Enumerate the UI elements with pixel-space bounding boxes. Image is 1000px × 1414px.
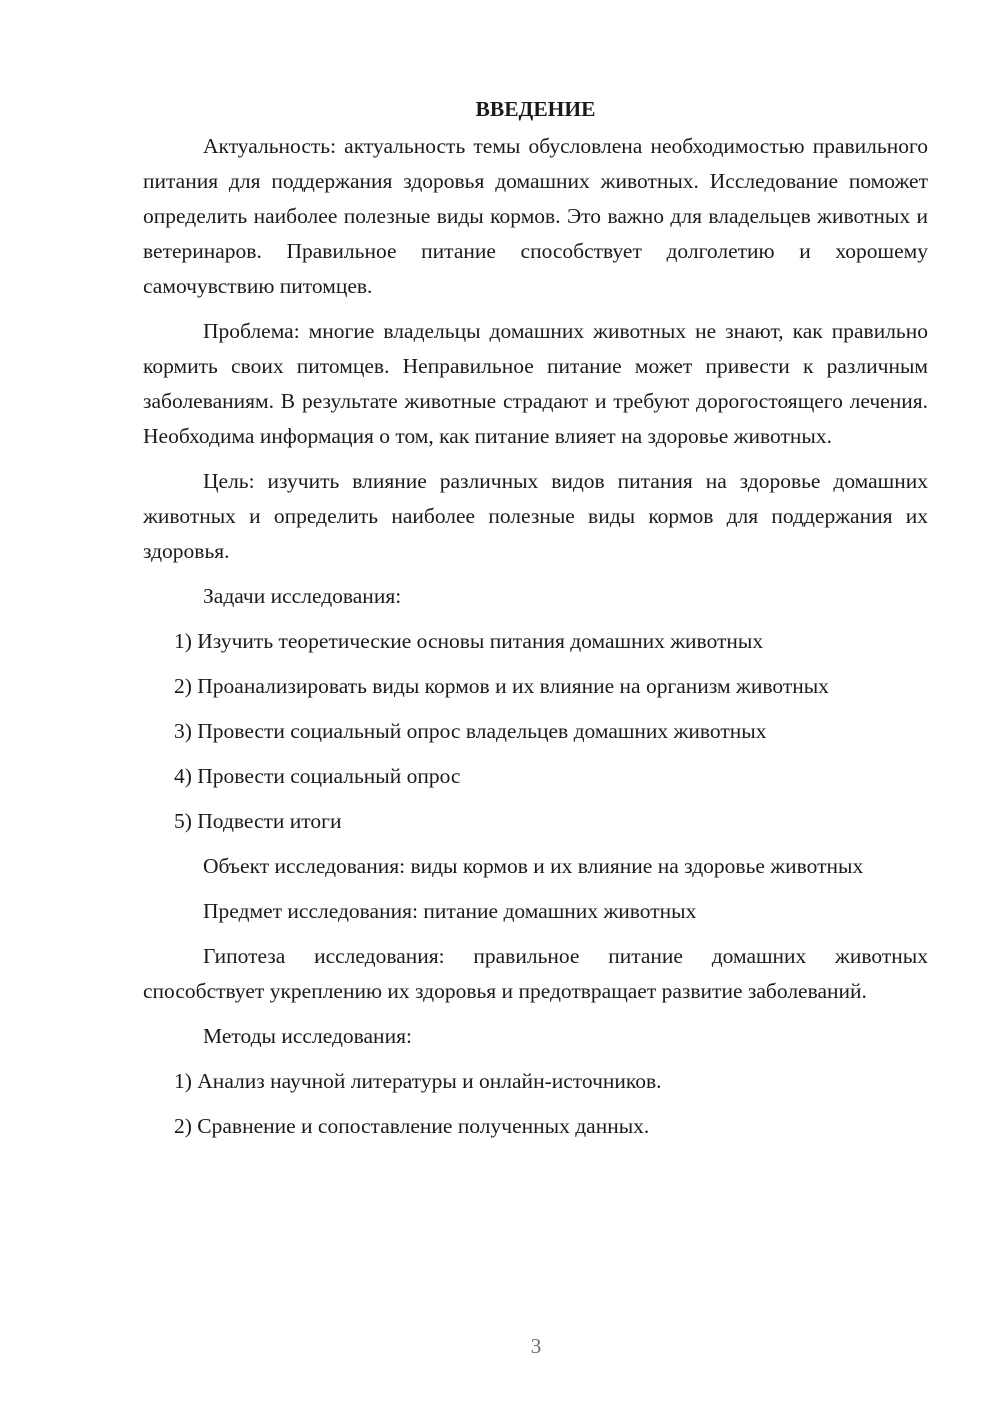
- tasks-heading: Задачи исследования:: [203, 584, 402, 608]
- section-title: ВВЕДЕНИЕ: [475, 97, 596, 121]
- object-paragraph: Объект исследования: виды кормов и их влияние на здоровье животных: [203, 854, 864, 878]
- hypothesis-paragraph: Гипотеза исследования: правильное питание домашних животных способствует укреплению их здоровья и предотвращает развитие заболеваний.: [143, 944, 928, 1003]
- methods-heading: Методы исследования:: [203, 1024, 412, 1048]
- page-content: [143, 92, 928, 1154]
- subject-paragraph: Предмет исследования: питание домашних животных: [203, 899, 697, 923]
- task-item-4: 4) Провести социальный опрос: [174, 764, 461, 788]
- relevance-paragraph: Актуальность: актуальность темы обусловлена необходимостью правильного питания для поддержания здоровья домашних животных. Исследование поможет определить наиболее полезные виды кормов. Это важно для владельцев животных и ветеринаров. Правильное питание способствует долголетию и хорошему самочувствию питомцев.: [143, 134, 928, 298]
- method-item-1: 1) Анализ научной литературы и онлайн-источников.: [174, 1069, 662, 1093]
- page-number: 3: [530, 1334, 542, 1358]
- problem-paragraph: Проблема: многие владельцы домашних животных не знают, как правильно кормить своих питомцев. Неправильное питание может привести к различным заболеваниям. В результате животные страдают и требуют дорогостоящего лечения. Необходима информация о том, как питание влияет на здоровье животных.: [143, 319, 928, 448]
- task-item-2: 2) Проанализировать виды кормов и их влияние на организм животных: [174, 674, 829, 698]
- task-item-3: 3) Провести социальный опрос владельцев домашних животных: [174, 719, 767, 743]
- task-item-5: 5) Подвести итоги: [174, 809, 342, 833]
- task-item-1: 1) Изучить теоретические основы питания домашних животных: [174, 629, 764, 653]
- method-item-2: 2) Сравнение и сопоставление полученных данных.: [174, 1114, 650, 1138]
- goal-paragraph: Цель: изучить влияние различных видов питания на здоровье домашних животных и определить наиболее полезные виды кормов для поддержания их здоровья.: [143, 469, 928, 563]
